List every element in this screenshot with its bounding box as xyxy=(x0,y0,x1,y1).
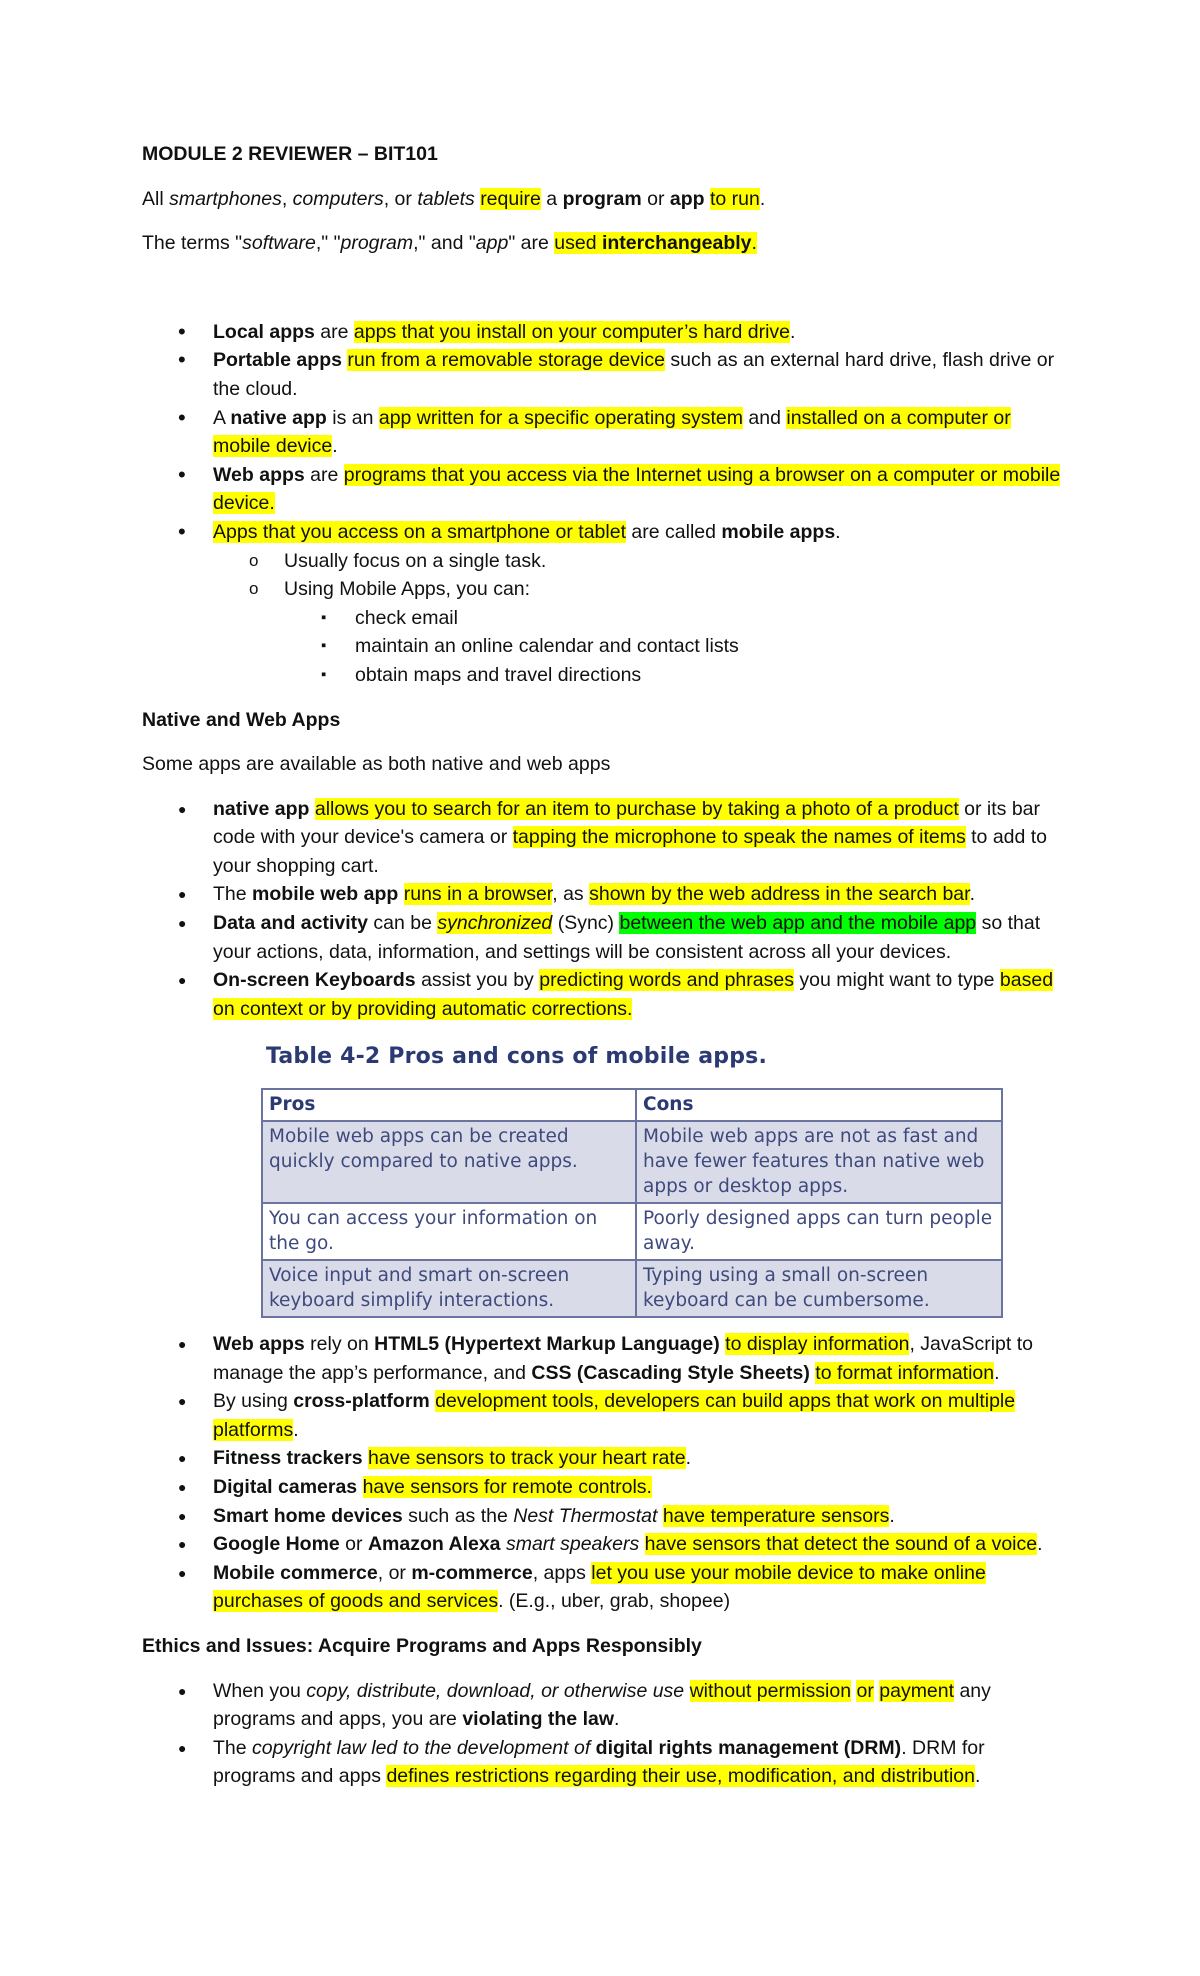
list-item-digital-cameras: ● Digital cameras have sensors for remote controls. xyxy=(142,1473,1072,1502)
list-item-copy-law: ● When you copy, distribute, download, or otherwise use without permission or payment any programs and apps, you are violating the law. xyxy=(142,1677,1072,1734)
sub-item-using: o Using Mobile Apps, you can: xyxy=(142,575,1072,604)
list-item-drm: ● The copyright law led to the development of digital rights management (DRM). DRM for programs and apps defines restrictions regarding their use, modification, and distribution. xyxy=(142,1734,1072,1791)
list-item-smart-home: ● Smart home devices such as the Nest Thermostat have temperature sensors. xyxy=(142,1502,1072,1531)
table-cell: Voice input and smart on-screen keyboard simplify interactions. xyxy=(262,1260,636,1317)
highlight: used xyxy=(554,232,602,255)
highlight: require xyxy=(480,187,541,210)
list-item-fitness-trackers: ● Fitness trackers have sensors to track your heart rate. xyxy=(142,1444,1072,1473)
list-item-native-app: • A native app is an app written for a specific operating system and installed on a computer or mobile device. xyxy=(142,404,1072,461)
highlight: to run xyxy=(709,187,760,210)
table-row xyxy=(262,1121,1002,1203)
list-item-native-app-search: ● native app allows you to search for an item to purchase by taking a photo of a product or its bar code with your device's camera or tapping the microphone to speak the names of items to add to your shopping cart. xyxy=(142,795,1072,881)
pros-cons-table xyxy=(261,1088,1003,1318)
list-item-local-apps: • Local apps are apps that you install on your computer’s hard drive. xyxy=(142,318,1072,347)
section-title-native-web: Native and Web Apps xyxy=(142,708,341,731)
table-row xyxy=(262,1203,1002,1260)
sub-sub-item: ▪ check email xyxy=(142,604,1072,633)
column-header-pros: Pros xyxy=(262,1089,636,1121)
list-item-html5: ● Web apps rely on HTML5 (Hypertext Markup Language) to display information, JavaScript to manage the app’s performance, and CSS (Cascading Style Sheets) to format information. xyxy=(142,1330,1072,1387)
sub-sub-item: ▪ maintain an online calendar and contact lists xyxy=(142,632,1072,661)
native-web-list xyxy=(142,795,1072,1024)
list-item-m-commerce: ● Mobile commerce, or m-commerce, apps let you use your mobile device to make online purchases of goods and services. (E.g., uber, grab, shopee) xyxy=(142,1559,1072,1616)
sub-sub-item: ▪ obtain maps and travel directions xyxy=(142,661,1072,690)
table-title: Table 4-2 Pros and cons of mobile apps. xyxy=(266,1044,768,1070)
list-item-mobile-web-app: ● The mobile web app runs in a browser, as shown by the web address in the search bar. xyxy=(142,880,1072,909)
sub-item-focus: o Usually focus on a single task. xyxy=(142,547,1072,576)
intro-paragraph-1: All smartphones, computers, or tablets require a program or app to run. xyxy=(142,187,766,210)
highlight: interchangeably xyxy=(601,232,752,255)
list-item-portable-apps: • Portable apps run from a removable storage device such as an external hard drive, flash drive or the cloud. xyxy=(142,346,1072,403)
table-cell: Mobile web apps are not as fast and have fewer features than native web apps or desktop apps. xyxy=(636,1121,1002,1203)
app-types-list xyxy=(142,318,1072,690)
table-cell: You can access your information on the go. xyxy=(262,1203,636,1260)
section-intro: Some apps are available as both native and web apps xyxy=(142,753,611,776)
document-body xyxy=(142,140,1072,1791)
table-cell: Poorly designed apps can turn people away. xyxy=(636,1203,1002,1260)
table-cell: Typing using a small on-screen keyboard can be cumbersome. xyxy=(636,1260,1002,1317)
blank-line xyxy=(142,274,1072,318)
list-item-data-activity: ● Data and activity can be synchronized (Sync) between the web app and the mobile app so that your actions, data, information, and settings will be consistent across all your devices. xyxy=(142,909,1072,966)
pros-cons-table-figure xyxy=(266,1043,1016,1318)
table-cell: Mobile web apps can be created quickly compared to native apps. xyxy=(262,1121,636,1203)
document-title: MODULE 2 REVIEWER – BIT101 xyxy=(142,143,438,165)
list-item-keyboards: ● On-screen Keyboards assist you by predicting words and phrases you might want to type based on context or by providing automatic corrections. xyxy=(142,966,1072,1023)
web-tech-list xyxy=(142,1330,1072,1616)
section-title-ethics: Ethics and Issues: Acquire Programs and Apps Responsibly xyxy=(142,1634,702,1657)
table-row xyxy=(262,1260,1002,1317)
list-item-cross-platform: ● By using cross-platform development tools, developers can build apps that work on multiple platforms. xyxy=(142,1387,1072,1444)
intro-paragraph-2: The terms "software," "program," and "app" are used interchangeably. xyxy=(142,232,757,255)
green-highlight: between the web app and the mobile app xyxy=(619,912,977,935)
list-item-smart-speakers: ● Google Home or Amazon Alexa smart speakers have sensors that detect the sound of a voice. xyxy=(142,1530,1072,1559)
table-header-row xyxy=(262,1089,1002,1121)
list-item-mobile-apps: • Apps that you access on a smartphone or tablet are called mobile apps. xyxy=(142,518,1072,547)
list-item-web-apps: • Web apps are programs that you access via the Internet using a browser on a computer or mobile device. xyxy=(142,461,1072,518)
ethics-list xyxy=(142,1677,1072,1791)
column-header-cons: Cons xyxy=(636,1089,1002,1121)
